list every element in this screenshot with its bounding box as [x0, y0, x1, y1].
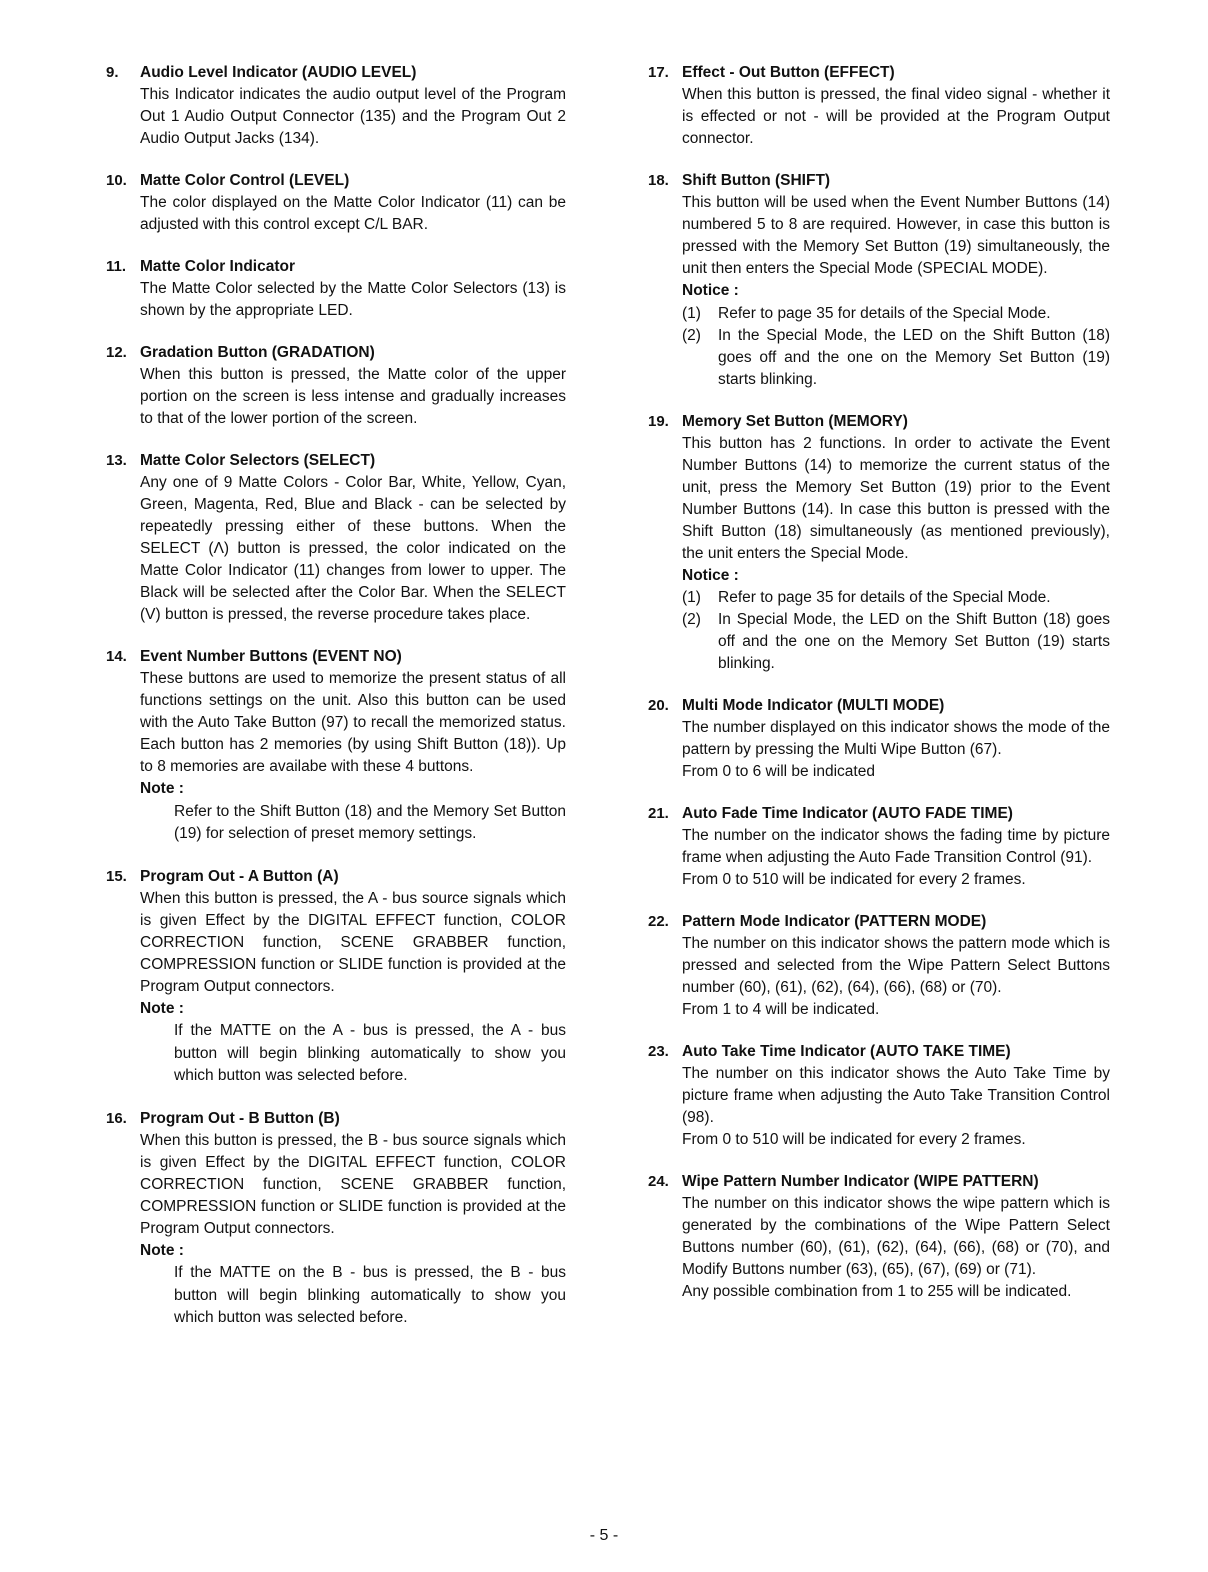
notice-list-item: [682, 325, 1110, 391]
item-title: Matte Color Selectors (SELECT): [140, 452, 376, 469]
list-marker: (2): [682, 326, 701, 344]
item-body: [682, 933, 1110, 1021]
body-paragraph: This Indicator indicates the audio output level of the Program Out 1 Audio Output Connector (135) and the Program Out 2 Audio Output Jacks (134).: [140, 86, 566, 147]
item-title: Shift Button (SHIFT): [682, 172, 831, 189]
notice-list: [682, 303, 1110, 391]
item-title: Matte Color Indicator: [140, 258, 296, 275]
item-body: [682, 825, 1110, 891]
section-item: [106, 62, 566, 150]
section-item: [648, 1171, 1110, 1303]
section-item: [648, 695, 1110, 783]
item-title: Wipe Pattern Number Indicator (WIPE PATTERN): [682, 1173, 1039, 1190]
list-text: Refer to page 35 for details of the Special Mode.: [718, 589, 1051, 606]
note-label: Notice :: [682, 566, 739, 584]
list-text: Refer to page 35 for details of the Special Mode.: [718, 304, 1051, 322]
item-title: Pattern Mode Indicator (PATTERN MODE): [682, 913, 987, 930]
left-column: [106, 62, 566, 1350]
item-number: 22.: [648, 913, 669, 930]
body-paragraph: The number on the indicator shows the fading time by picture frame when adjusting the Auto Fade Transition Control (91).: [682, 827, 1110, 866]
item-body: [140, 364, 566, 430]
item-number: 19.: [648, 412, 669, 430]
item-title: Audio Level Indicator (AUDIO LEVEL): [140, 64, 417, 81]
item-title: Program Out - B Button (B): [140, 1109, 340, 1127]
section-item: [648, 62, 1110, 150]
item-number: 15.: [106, 867, 127, 885]
right-column: [648, 62, 1110, 1323]
body-paragraph: The color displayed on the Matte Color Indicator (11) can be adjusted with this control except C/L BAR.: [140, 194, 566, 233]
body-paragraph: From 0 to 510 will be indicated for every 2 frames.: [682, 871, 1026, 888]
section-item: [106, 450, 566, 626]
item-body: [682, 717, 1110, 783]
item-body: [682, 1193, 1110, 1303]
item-body: [140, 668, 566, 778]
item-number: 24.: [648, 1173, 669, 1190]
body-paragraph: This button has 2 functions. In order to activate the Event Number Buttons (14) to memorize the current status of the unit, press the Memory Set Button (19) prior to the Event Number Buttons (14). In case this button is pressed with the Shift Button (18) simultaneously (as mentioned previously), the unit enters the Special Mode.: [682, 434, 1110, 562]
item-number: 18.: [648, 172, 669, 189]
item-title: Effect - Out Button (EFFECT): [682, 64, 895, 81]
notice-list: [682, 587, 1110, 675]
section-item: [106, 866, 566, 1088]
list-marker: (2): [682, 611, 701, 628]
section-item: [648, 911, 1110, 1021]
item-title: Program Out - A Button (A): [140, 867, 339, 885]
body-paragraph: Any one of 9 Matte Colors - Color Bar, White, Yellow, Cyan, Green, Magenta, Red, Blue and Black - can be selected by repeatedly pressing either of these buttons. When the SELECT (Λ) button is pressed, the color indicated on the Matte Color Indicator (11) changes from lower to upper. The Black will be selected after the Color Bar. When the SELECT (V) button is pressed, the reverse procedure takes place.: [140, 474, 566, 623]
item-number: 20.: [648, 697, 669, 714]
list-marker: (1): [682, 589, 701, 606]
section-item: [106, 256, 566, 322]
item-body: [682, 84, 1110, 150]
section-item: [106, 342, 566, 430]
section-item: [648, 411, 1110, 676]
item-body: [682, 433, 1110, 565]
item-title: Gradation Button (GRADATION): [140, 344, 375, 361]
item-number: 9.: [106, 64, 119, 81]
section-item: [106, 170, 566, 236]
body-paragraph: When this button is pressed, the final video signal - whether it is effected or not - will be provided at the Program Output connector.: [682, 86, 1110, 147]
section-item: [648, 1041, 1110, 1151]
item-number: 14.: [106, 648, 127, 665]
list-marker: (1): [682, 304, 701, 322]
note-label: Notice :: [682, 282, 739, 299]
notice-list-item: [682, 609, 1110, 675]
item-body: [140, 1130, 566, 1240]
item-number: 21.: [648, 805, 669, 822]
body-paragraph: From 0 to 6 will be indicated: [682, 763, 875, 780]
body-paragraph: From 0 to 510 will be indicated for every 2 frames.: [682, 1131, 1026, 1148]
item-number: 11.: [106, 258, 127, 275]
note-text: If the MATTE on the B - bus is pressed, the B - bus button will begin blinking automatically to show you which button was selected before.: [174, 1264, 566, 1326]
section-item: [648, 803, 1110, 891]
item-title: Matte Color Control (LEVEL): [140, 172, 350, 189]
item-number: 12.: [106, 344, 127, 361]
item-title: Multi Mode Indicator (MULTI MODE): [682, 697, 945, 714]
note-text: If the MATTE on the A - bus is pressed, the A - bus button will begin blinking automatically to show you which button was selected before.: [174, 1022, 566, 1084]
body-paragraph: The Matte Color selected by the Matte Color Selectors (13) is shown by the appropriate LED.: [140, 280, 566, 319]
item-title: Memory Set Button (MEMORY): [682, 412, 908, 430]
list-text: In the Special Mode, the LED on the Shift Button (18) goes off and the one on the Memory Set Button (19) starts blinking.: [718, 326, 1110, 388]
item-title: Auto Take Time Indicator (AUTO TAKE TIME): [682, 1043, 1011, 1060]
item-body: [140, 84, 566, 150]
section-item: [648, 170, 1110, 391]
item-title: Auto Fade Time Indicator (AUTO FADE TIME): [682, 805, 1013, 822]
item-body: [140, 278, 566, 322]
body-paragraph: Any possible combination from 1 to 255 will be indicated.: [682, 1283, 1072, 1300]
item-number: 13.: [106, 452, 127, 469]
section-item: [106, 1108, 566, 1330]
item-body: [682, 192, 1110, 280]
body-paragraph: These buttons are used to memorize the present status of all functions settings on the unit. Also this button can be used with the Auto Take Button (97) to recall the memorized status. Each button has 2 memories (by using Shift Button (18)). Up to 8 memories are availabe with these 4 buttons.: [140, 670, 566, 775]
note-label: Note :: [140, 780, 184, 797]
body-paragraph: The number on this indicator shows the wipe pattern which is generated by the combinations of the Wipe Pattern Select Buttons number (60), (61), (62), (64), (66), (68) or (70), and Modify Buttons number (63), (65), (67), (69) or (71).: [682, 1195, 1110, 1278]
item-number: 10.: [106, 172, 127, 189]
body-paragraph: The number displayed on this indicator shows the mode of the pattern by pressing the Multi Wipe Button (67).: [682, 719, 1110, 758]
page-number: - 5 -: [589, 1527, 619, 1544]
item-number: 23.: [648, 1043, 669, 1060]
body-paragraph: The number on this indicator shows the Auto Take Time by picture frame when adjusting the Auto Take Transition Control (98).: [682, 1065, 1110, 1126]
item-title: Event Number Buttons (EVENT NO): [140, 648, 402, 665]
body-paragraph: When this button is pressed, the A - bus source signals which is given Effect by the DIGITAL EFFECT function, COLOR CORRECTION function, SCENE GRABBER function, COMPRESSION function or SLIDE function is provided at the Program Output connectors.: [140, 889, 566, 995]
item-body: [140, 472, 566, 626]
item-body: [140, 888, 566, 998]
notice-list-item: [682, 303, 1110, 325]
item-body: [682, 1063, 1110, 1151]
item-body: [140, 192, 566, 236]
body-paragraph: When this button is pressed, the Matte color of the upper portion on the screen is less intense and gradually increases to that of the lower portion of the screen.: [140, 366, 566, 427]
item-number: 17.: [648, 64, 669, 81]
note-label: Note :: [140, 999, 184, 1017]
body-paragraph: The number on this indicator shows the pattern mode which is pressed and selected from the Wipe Pattern Select Buttons number (60), (61), (62), (64), (66), (68) or (70).: [682, 935, 1110, 996]
list-text: In Special Mode, the LED on the Shift Button (18) goes off and the one on the Memory Set Button (19) starts blinking.: [718, 611, 1110, 672]
body-paragraph: When this button is pressed, the B - bus source signals which is given Effect by the DIGITAL EFFECT function, COLOR CORRECTION function, SCENE GRABBER function, COMPRESSION function or SLIDE function is provided at the Program Output connectors.: [140, 1131, 566, 1237]
note-label: Note :: [140, 1241, 184, 1259]
section-item: [106, 646, 566, 846]
body-paragraph: From 1 to 4 will be indicated.: [682, 1001, 880, 1018]
notice-list-item: [682, 587, 1110, 609]
item-number: 16.: [106, 1109, 127, 1127]
note-text: Refer to the Shift Button (18) and the Memory Set Button (19) for selection of preset memory settings.: [174, 802, 566, 842]
body-paragraph: This button will be used when the Event Number Buttons (14) numbered 5 to 8 are required. However, in case this button is pressed with the Memory Set Button (19) simultaneously, the unit then enters the Special Mode (SPECIAL MODE).: [682, 194, 1110, 277]
